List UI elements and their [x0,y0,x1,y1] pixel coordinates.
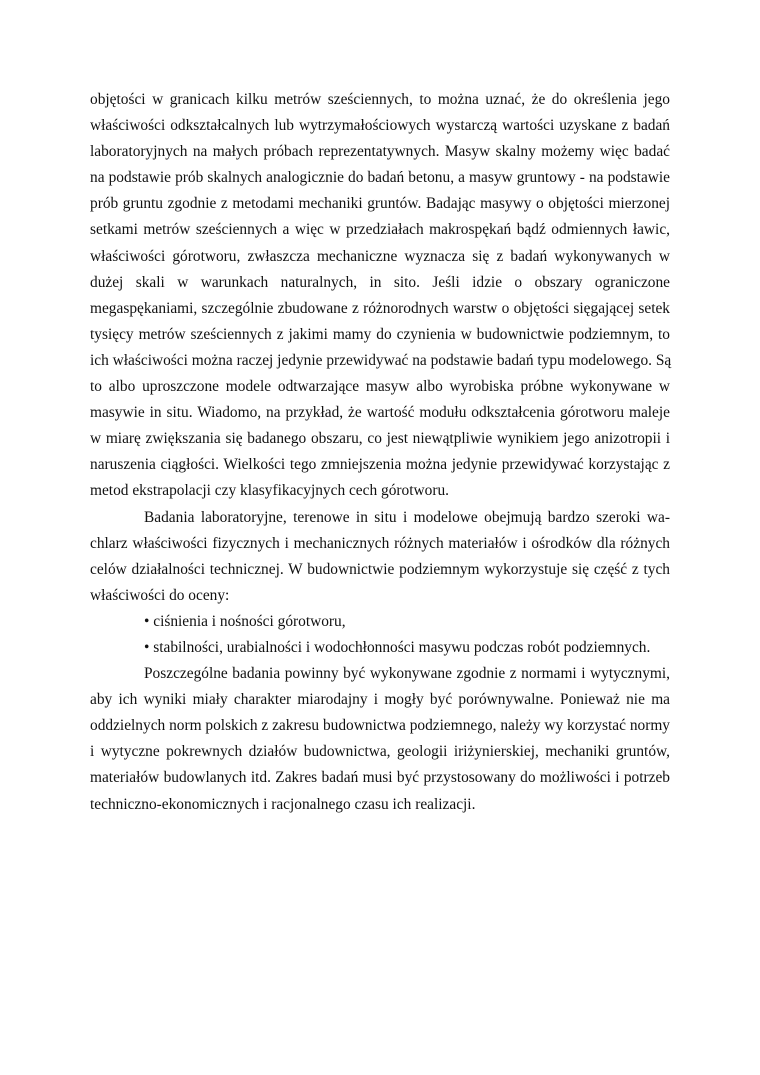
text-line: objętości w granicach kilku metrów sześciennych, to można uznać, że do określenia jego [90,91,670,108]
text-line: metod ekstrapolacji czy klasyfikacyjnych cech górotworu. [90,482,449,500]
text-line: celów działalności technicznej. W budownictwie podziemnym wykorzystuje się część z tych [90,560,670,578]
text-line: materiałów budowlanych itd. Zakres badań musi być przystosowany do możliwości i potrzeb [90,769,670,787]
text-line: masywie in situ. Wiadomo, na przykład, że wartość modułu odkształcenia górotworu maleje [90,404,670,422]
text-line: chlarz właściwości fizycznych i mechanicznych różnych materiałów i ośrodków dla różnych [90,534,670,552]
text-line: Badania laboratoryjne, terenowe in situ i modelowe obejmują bardzo szeroki wa- [144,508,670,526]
text-line: to albo uproszczone modele odtwarzające masyw albo wyrobiska próbne wykonywane w [90,378,670,396]
text-line: megaspękaniami, szczególnie zbudowane z różnorodnych warstw o objętości sięgającej setek [90,299,670,317]
text-line: aby ich wyniki miały charakter miarodajny i mogły być porównywalne. Ponieważ nie ma [90,691,670,709]
text-line: dużej skali w warunkach naturalnych, in sito. Jeśli idzie o obszary ograniczone [90,273,670,291]
list-item: • ciśnienia i nośności górotworu, [144,612,346,630]
list-item: • stabilności, urabialności i wodochłonności masywu podczas robót podziemnych. [144,638,651,656]
text-line: oddzielnych norm polskich z zakresu budownictwa podziemnego, należy wy korzystać normy [90,717,670,735]
text-line: tysięcy metrów sześciennych z jakimi mamy do czynienia w budownictwie podziemnym, to [90,325,670,343]
text-line: naruszenia ciągłości. Wielkości tego zmniejszenia można jedynie przewidywać korzystając z [90,456,670,474]
text-line: ich właściwości można raczej jedynie przewidywać na podstawie badań typu modelowego. Są [90,351,672,369]
text-line: laboratoryjnych na małych próbach reprezentatywnych. Masyw skalny możemy więc badać [90,143,670,161]
text-line: Poszczególne badania powinny być wykonywane zgodnie z normami i wytycznymi, [144,665,670,683]
text-line: prób gruntu zgodnie z metodami mechaniki gruntów. Badając masywy o objętości mierzonej [90,195,670,213]
text-line: setkami metrów sześciennych a więc w przedziałach makrospękań bądź odmiennych ławic, [90,221,670,239]
text-line: właściwości odkształcalnych lub wytrzymałościowych wystarczą wartości uzyskane z badań [90,117,670,135]
text-line: techniczno-ekonomicznych i racjonalnego czasu ich realizacji. [90,795,476,813]
text-line: i wytyczne pokrewnych działów budownictwa, geologii iriżynierskiej, mechaniki gruntów, [90,743,670,761]
body-text [90,87,670,818]
text-line: na podstawie prób skalnych analogicznie do badań betonu, a masyw gruntowy - na podstawie [90,169,670,187]
text-line: w miarę zwiększania się badanego obszaru, co jest niewątpliwie wynikiem jego anizotropii i [90,430,670,448]
text-line: właściwości do oceny: [90,586,230,604]
text-line: właściwości górotworu, zwłaszcza mechaniczne wyznacza się z badań wykonywanych w [90,247,670,265]
